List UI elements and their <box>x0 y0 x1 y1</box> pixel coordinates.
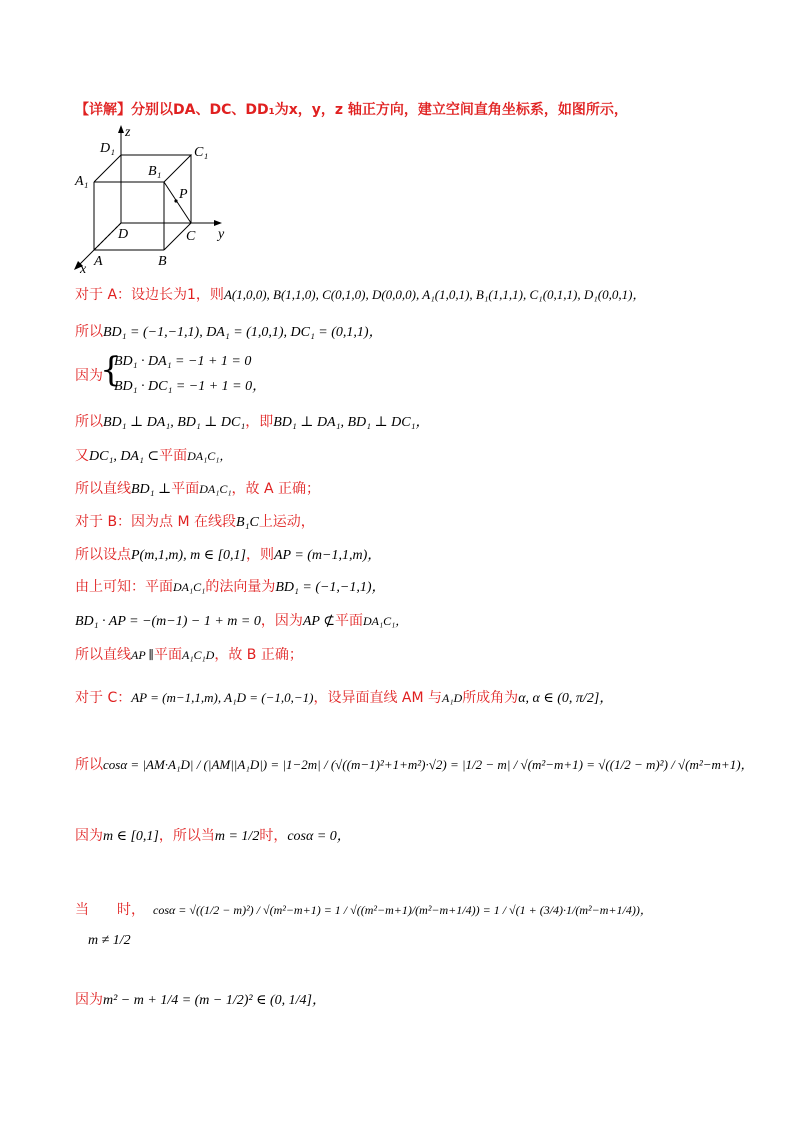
text-l15-mid: 时， <box>117 902 145 918</box>
math-l3-sys1: BD₁ · DA₁ = −1 + 1 = 0 <box>114 354 252 369</box>
math-l14-2: m = 1/2 <box>214 829 260 844</box>
text-l2-prefix: 所以 <box>75 324 103 340</box>
text-l10-mid2: 平面 <box>334 613 363 629</box>
label-b1: B₁ <box>148 164 162 179</box>
math-l8: P(m,1,m), m ∈ [0,1] <box>131 548 246 563</box>
text-l6-prefix: 所以直线 <box>75 481 131 497</box>
label-y: y <box>218 227 225 242</box>
y-arrow <box>214 220 222 226</box>
math-l10: BD₁ · AP = −(m−1) − 1 + m = 0 <box>75 614 261 629</box>
label-a1: A₁ <box>75 174 89 189</box>
text-l11-mid: 平面 <box>154 647 182 663</box>
text-l14-mid: ，所以当 <box>158 828 215 844</box>
text-l1-prefix: 对于 A：设边长为1，则 <box>75 287 224 303</box>
math-l9-2: BD₁ = (−1,−1,1)， <box>275 580 386 595</box>
line-13 <box>75 755 754 776</box>
math-l4: BD₁ ⊥ DA₁, BD₁ ⊥ DC₁ <box>103 415 246 430</box>
line-4 <box>75 412 740 433</box>
line-6 <box>75 479 740 500</box>
text-l9-prefix: 由上可知：平面 <box>75 579 173 595</box>
text-l6-mid: 平面 <box>171 481 200 497</box>
math-l9: DA₁C₁ <box>173 580 206 594</box>
text-l12-prefix: 对于 C： <box>75 690 132 706</box>
math-l10-3: DA₁C₁， <box>362 614 408 628</box>
math-l5-2: DA₁C₁， <box>187 449 232 463</box>
text-l4-mid: ，即 <box>245 414 274 430</box>
math-l5: DC₁, DA₁ ⊂ <box>89 449 160 464</box>
math-l1: A(1,0,0), B(1,1,0), C(0,1,0), D(0,0,0), A₁(1,0,1), B₁(1,1,1), C₁(0,1,1), D₁(0,0,1)， <box>223 287 646 302</box>
line-16 <box>75 990 740 1011</box>
top-face <box>94 155 191 182</box>
text-l10-mid: ，因为 <box>260 613 303 629</box>
label-c1: C₁ <box>194 145 209 160</box>
math-l7: B₁C <box>236 515 259 530</box>
math-l8-2: AP = (m−1,1,m)， <box>273 548 382 563</box>
line-7 <box>75 512 740 533</box>
math-l13: cosα = |AM·A₁D| / (|AM||A₁D|) = |1−2m| / (√((m−1)²+1+m²)·√2) = |1/2 − m| / √(m²−m+1) = √((1/2 − m)²) / √(m²−m+1)， <box>103 757 754 772</box>
detail-text: 分别以DA、DC、DD₁为x，y，z 轴正方向，建立空间直角坐标系，如图所示， <box>131 102 628 118</box>
label-d: D <box>118 227 129 242</box>
label-p: P <box>179 187 188 202</box>
text-l5-prefix: 又 <box>75 448 89 464</box>
math-l4-2: BD₁ ⊥ DA₁, BD₁ ⊥ DC₁， <box>273 415 430 430</box>
text-l8-prefix: 所以设点 <box>75 547 131 563</box>
math-l16: m² − m + 1/4 = (m − 1/2)² ∈ (0, 1/4]， <box>103 993 326 1008</box>
label-d1: D₁ <box>100 141 115 156</box>
math-l6-2: DA₁C₁ <box>199 482 232 496</box>
text-l12-mid: ，设异面直线 AM 与 <box>313 690 443 706</box>
math-l10-2: AP ⊄ <box>302 614 335 629</box>
line-9 <box>75 577 740 598</box>
label-b: B <box>158 254 167 269</box>
detail-tag: 【详解】 <box>75 102 131 118</box>
math-l11: AP ∥ <box>131 648 154 662</box>
point-p <box>174 199 177 202</box>
math-l2: BD₁ = (−1,−1,1), DA₁ = (1,0,1), DC₁ = (0,1,1)， <box>103 325 383 340</box>
math-l12-3: α, α ∈ (0, π/2]， <box>518 691 614 706</box>
math-l11-2: A₁C₁D <box>182 648 215 662</box>
line-15-cond <box>88 930 740 951</box>
line-1 <box>75 285 740 305</box>
text-l8-mid: ，则 <box>245 547 274 563</box>
text-l5-mid: 平面 <box>159 448 188 464</box>
math-l3-sys2: BD₁ · DC₁ = −1 + 1 = 0， <box>114 379 267 394</box>
label-c: C <box>186 229 196 244</box>
label-a: A <box>94 254 103 269</box>
label-z: z <box>125 125 131 140</box>
line-12 <box>75 688 740 709</box>
text-l15-prefix: 当 <box>75 902 89 918</box>
text-l16-prefix: 因为 <box>75 992 103 1008</box>
math-l14: m ∈ [0,1] <box>103 829 159 844</box>
line-14 <box>75 826 740 847</box>
text-l11-end: ，故 B 正确； <box>214 647 303 663</box>
line-15 <box>75 900 740 920</box>
line-8 <box>75 545 740 566</box>
math-l12: AP = (m−1,1,m), A₁D = (−1,0,−1) <box>131 690 314 705</box>
text-l6-end: ，故 A 正确； <box>231 481 321 497</box>
text-l14-prefix: 因为 <box>75 828 103 844</box>
text-l7-end: 上运动， <box>258 514 315 530</box>
text-l12-mid2: 所成角为 <box>462 690 519 706</box>
equation-system <box>100 352 320 396</box>
text-l9-mid: 的法向量为 <box>205 579 276 595</box>
z-arrow <box>118 125 124 133</box>
math-l12-2: A₁D <box>442 691 463 705</box>
math-l14-3: cosα = 0， <box>287 829 351 844</box>
text-l14-mid2: 时， <box>259 828 288 844</box>
text-l3-prefix: 因为 <box>75 368 103 384</box>
cube-figure <box>72 125 232 275</box>
math-l15-cond: m ≠ 1/2 <box>88 933 131 948</box>
line-2 <box>75 322 740 343</box>
text-l13-prefix: 所以 <box>75 757 103 773</box>
text-l11-prefix: 所以直线 <box>75 647 131 663</box>
math-l6: BD₁ ⊥ <box>131 482 172 497</box>
system-brace: { <box>100 350 122 390</box>
line-5 <box>75 446 740 467</box>
detail-line <box>75 100 740 120</box>
text-l7: 对于 B：因为点 M 在线段 <box>75 514 237 530</box>
math-l15: cosα = √((1/2 − m)²) / √(m²−m+1) = 1 / √((m²−m+1)/(m²−m+1/4)) = 1 / √(1 + (3/4)·1/(m²−m+1/4))， <box>153 903 652 917</box>
label-x: x <box>80 262 87 275</box>
text-l4-prefix: 所以 <box>75 414 103 430</box>
line-11 <box>75 645 740 665</box>
line-10 <box>75 611 740 632</box>
